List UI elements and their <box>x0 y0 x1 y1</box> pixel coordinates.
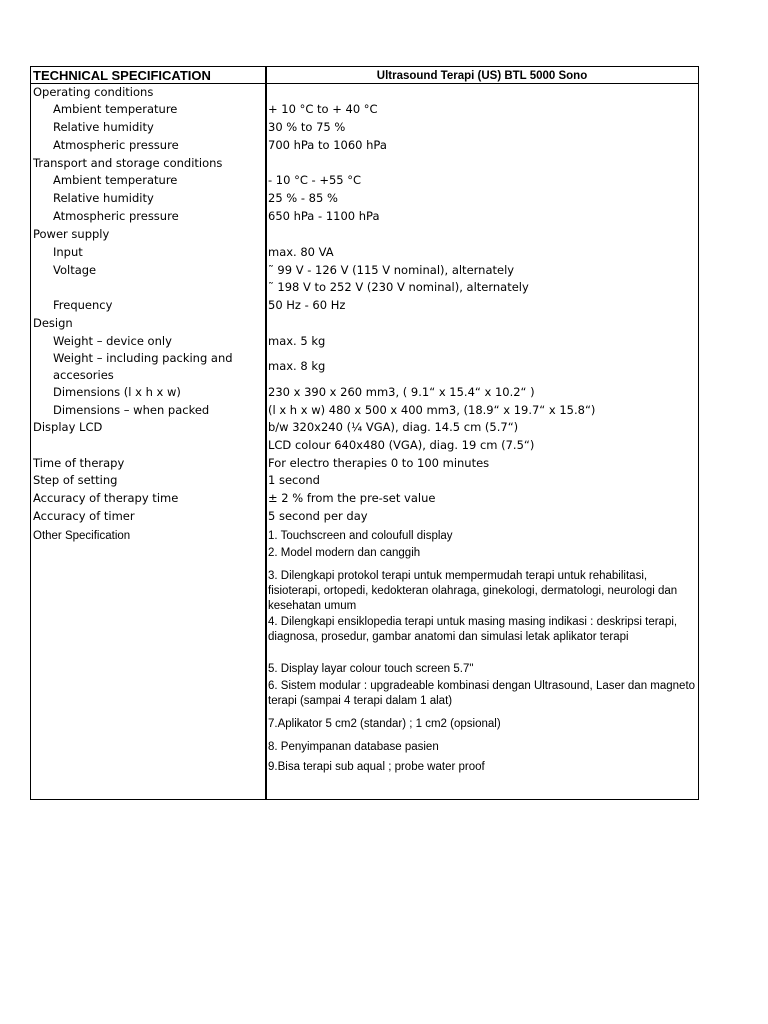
row-label: Voltage <box>53 263 97 277</box>
product-name: Ultrasound Terapi (US) BTL 5000 Sono <box>376 70 588 82</box>
row-value: 650 hPa - 1100 hPa <box>268 209 380 223</box>
row-value: ˜ 99 V - 126 V (115 V nominal), alternately <box>268 263 515 277</box>
row-value: b/w 320x240 (¼ VGA), diag. 14.5 cm (5.7“) <box>268 420 519 434</box>
row-label: Input <box>53 245 83 259</box>
list-item: 5. Display layar colour touch screen 5.7" <box>268 663 474 675</box>
row-value: 5 second per day <box>268 509 368 523</box>
row-label: Transport and storage conditions <box>33 156 223 170</box>
table-title: TECHNICAL SPECIFICATION <box>33 68 211 83</box>
row-value: max. 80 VA <box>268 245 334 259</box>
list-item: 2. Model modern dan canggih <box>268 547 421 559</box>
row-label: Atmospheric pressure <box>53 138 179 152</box>
row-label: Power supply <box>33 227 110 241</box>
row-value: + 10 °C to + 40 °C <box>268 102 378 116</box>
row-value: LCD colour 640x480 (VGA), diag. 19 cm (7.5“) <box>268 438 535 452</box>
row-label: Relative humidity <box>53 120 154 134</box>
list-item: 3. Dilengkapi protokol terapi untuk mempermudah terapi untuk rehabilitasi, fisioterapi, ortopedi, kedokteran olahraga, ginekologi, dermatologi, neurologi dan kesehatan umum <box>268 570 678 612</box>
row-label: Dimensions – when packed <box>53 403 210 417</box>
row-label: Display LCD <box>33 420 103 434</box>
row-label: Atmospheric pressure <box>53 209 179 223</box>
row-label: Frequency <box>53 298 113 312</box>
list-item: 7.Aplikator 5 cm2 (standar) ; 1 cm2 (opsional) <box>268 718 501 730</box>
row-value: 1 second <box>268 473 320 487</box>
list-item: 8. Penyimpanan database pasien <box>268 741 439 753</box>
row-value: 25 % - 85 % <box>268 191 338 205</box>
row-value: 700 hPa to 1060 hPa <box>268 138 387 152</box>
row-label: Accuracy of therapy time <box>33 491 179 505</box>
row-label: accesories <box>53 368 114 382</box>
row-label: Relative humidity <box>53 191 154 205</box>
row-value: 230 x 390 x 260 mm3, ( 9.1“ x 15.4“ x 10.2“ ) <box>268 385 535 399</box>
row-value: (l x h x w) 480 x 500 x 400 mm3, (18.9“ x 19.7“ x 15.8“) <box>268 403 596 417</box>
row-label: Ambient temperature <box>53 173 178 187</box>
row-label: Time of therapy <box>33 456 125 470</box>
row-value: ˜ 198 V to 252 V (230 V nominal), alternately <box>268 280 529 294</box>
row-value: max. 8 kg <box>268 359 326 373</box>
list-item: 9.Bisa terapi sub aqual ; probe water proof <box>268 761 485 773</box>
row-label: Weight – including packing and <box>53 351 233 365</box>
row-label: Dimensions (l x h x w) <box>53 385 181 399</box>
row-label: Step of setting <box>33 473 118 487</box>
row-label: Operating conditions <box>33 85 154 99</box>
row-label: Weight – device only <box>53 334 172 348</box>
row-value: 50 Hz - 60 Hz <box>268 298 346 312</box>
row-value: For electro therapies 0 to 100 minutes <box>268 456 490 470</box>
row-label: Accuracy of timer <box>33 509 135 523</box>
row-value: 30 % to 75 % <box>268 120 346 134</box>
row-value: ± 2 % from the pre-set value <box>268 491 436 505</box>
row-label: Ambient temperature <box>53 102 178 116</box>
list-item: 1. Touchscreen and coloufull display <box>268 530 453 542</box>
row-value: - 10 °C - +55 °C <box>268 173 362 187</box>
column-divider <box>265 66 267 800</box>
list-item: 6. Sistem modular : upgradeable kombinasi dengan Ultrasound, Laser dan magneto terapi (sampai 4 terapi dalam 1 alat) <box>268 680 696 707</box>
row-label: Design <box>33 316 73 330</box>
row-value: max. 5 kg <box>268 334 326 348</box>
list-item: 4. Dilengkapi ensiklopedia terapi untuk masing masing indikasi : deskripsi terapi, diagnosa, prosedur, gambar anatomi dan simulasi letak aplikator terapi <box>268 616 678 643</box>
other-spec-label: Other Specification <box>33 530 131 542</box>
